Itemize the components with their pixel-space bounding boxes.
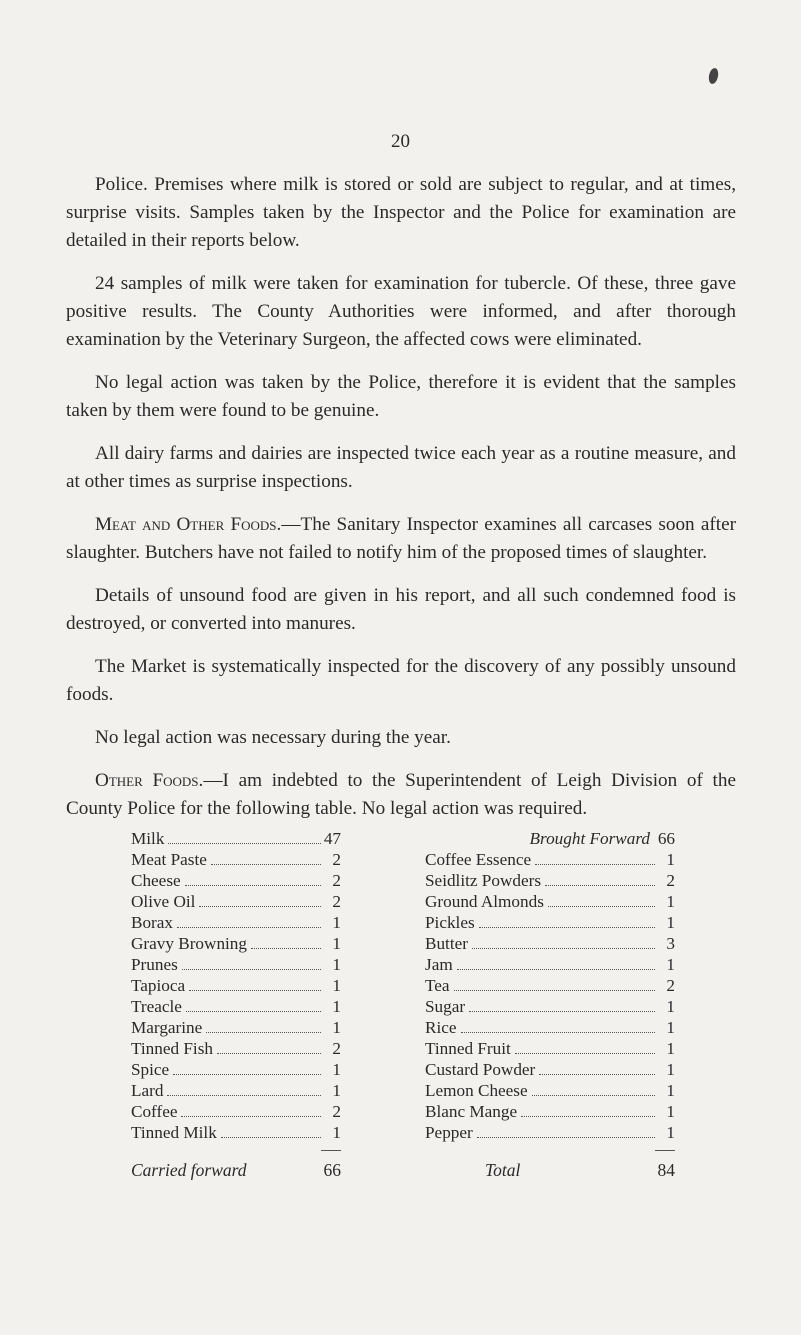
section-heading: Meat and Other Foods.: [95, 514, 282, 535]
leader-dots: [186, 1011, 321, 1012]
item-name: Sugar: [425, 997, 466, 1016]
item-count: 1: [666, 997, 675, 1016]
item-count: 1: [332, 1060, 341, 1079]
table-row: [131, 1038, 341, 1059]
item-count: 2: [332, 871, 341, 890]
item-count: 1: [332, 955, 341, 974]
item-count: 2: [666, 871, 675, 890]
item-name: Coffee: [131, 1102, 178, 1121]
item-count: 2: [332, 850, 341, 869]
item-count: 1: [666, 1060, 675, 1079]
leader-dots: [168, 843, 321, 844]
table-row: [131, 975, 341, 996]
leader-dots: [472, 948, 655, 949]
total-value: 66: [323, 1160, 341, 1180]
paragraph: The Market is systematically inspected for the discovery of any possibly unsound foods.: [66, 656, 736, 705]
leader-dots: [545, 885, 655, 886]
item-name: Tea: [425, 976, 450, 995]
leader-dots: [181, 1116, 321, 1117]
total-rule: [321, 1150, 341, 1151]
table-row: [131, 1101, 341, 1122]
item-name: Jam: [425, 955, 453, 974]
paragraph: Meat and Other Foods.—The Sanitary Inspector examines all carcases soon after slaughter. Butchers have not failed to notify him of the proposed times of slaughter.: [66, 514, 736, 563]
total-row: [131, 1160, 341, 1181]
leader-dots: [199, 906, 321, 907]
item-name: Treacle: [131, 997, 182, 1016]
brought-forward-value: 66: [657, 829, 675, 848]
item-count: 1: [332, 997, 341, 1016]
leader-dots: [532, 1095, 655, 1096]
table-row: [425, 1017, 675, 1038]
item-name: Pickles: [425, 913, 475, 932]
table-row: [131, 891, 341, 912]
table-row: [425, 1122, 675, 1143]
item-count: 2: [332, 1102, 341, 1121]
table-row: [425, 975, 675, 996]
item-count: 1: [666, 892, 675, 911]
item-count: 2: [332, 892, 341, 911]
item-count: 1: [332, 1018, 341, 1037]
leader-dots: [521, 1116, 655, 1117]
item-name: Pepper: [425, 1123, 473, 1142]
item-count: 1: [666, 1039, 675, 1058]
table-row: [131, 912, 341, 933]
table-row: [425, 1080, 675, 1101]
brought-forward-row: [425, 828, 675, 849]
paragraph: Details of unsound food are given in his report, and all such condemned food is destroyed, or converted into manures.: [66, 585, 736, 634]
item-name: Ground Almonds: [425, 892, 544, 911]
leader-dots: [469, 1011, 655, 1012]
item-count: 47: [323, 829, 341, 848]
leader-dots: [173, 1074, 321, 1075]
leader-dots: [454, 990, 655, 991]
item-count: 1: [666, 1081, 675, 1100]
item-name: Tapioca: [131, 976, 186, 995]
paragraph: Police. Premises where milk is stored or sold are subject to regular, and at times, surprise visits. Samples taken by the Inspector and the Police for examination are detailed in their reports below.: [66, 174, 736, 251]
leader-dots: [251, 948, 321, 949]
table-row: [131, 828, 341, 849]
table-row: [131, 870, 341, 891]
section-heading: Other Foods.: [95, 770, 204, 791]
item-name: Lard: [131, 1081, 164, 1100]
item-count: 2: [666, 976, 675, 995]
leader-dots: [457, 969, 655, 970]
table-row: [425, 891, 675, 912]
table-row: [425, 1038, 675, 1059]
item-count: 1: [666, 955, 675, 974]
item-name: Margarine: [131, 1018, 203, 1037]
leader-dots: [185, 885, 321, 886]
leader-dots: [189, 990, 321, 991]
item-name: Olive Oil: [131, 892, 196, 911]
paragraph: No legal action was taken by the Police, therefore it is evident that the samples taken by them were found to be genuine.: [66, 372, 736, 421]
item-name: Prunes: [131, 955, 178, 974]
item-count: 3: [666, 934, 675, 953]
paragraph: 24 samples of milk were taken for examination for tubercle. Of these, three gave positive results. The County Authorities were informed, and after thorough examination by the Veterinary Surgeon, the affected cows were eliminated.: [66, 273, 736, 350]
item-name: Borax: [131, 913, 174, 932]
item-count: 1: [332, 1123, 341, 1142]
table-row: [131, 1059, 341, 1080]
total-label: Total: [485, 1160, 521, 1180]
total-rule: [655, 1150, 675, 1151]
ink-mark: [707, 67, 719, 85]
item-name: Butter: [425, 934, 468, 953]
leader-dots: [535, 864, 655, 865]
item-name: Cheese: [131, 871, 181, 890]
item-count: 1: [332, 913, 341, 932]
item-count: 1: [666, 913, 675, 932]
item-count: 1: [332, 1081, 341, 1100]
leader-dots: [177, 927, 321, 928]
table-row: [425, 1059, 675, 1080]
leader-dots: [217, 1053, 321, 1054]
leader-dots: [461, 1032, 656, 1033]
item-name: Custard Powder: [425, 1060, 536, 1079]
item-name: Seidlitz Powders: [425, 871, 542, 890]
paragraph: Other Foods.—I am indebted to the Superintendent of Leigh Division of the County Police for the following table. No legal action was required.: [66, 770, 736, 819]
item-count: 1: [332, 976, 341, 995]
leader-dots: [539, 1074, 655, 1075]
body-text: [66, 171, 736, 838]
item-name: Tinned Milk: [131, 1123, 217, 1142]
total-value: 84: [657, 1160, 675, 1180]
table-row: [131, 933, 341, 954]
table-row: [131, 954, 341, 975]
leader-dots: [221, 1137, 321, 1138]
total-row: [425, 1160, 675, 1181]
leader-dots: [548, 906, 655, 907]
leader-dots: [182, 969, 321, 970]
brought-forward-label: Brought Forward: [529, 829, 650, 848]
leader-dots: [167, 1095, 321, 1096]
paragraph: All dairy farms and dairies are inspected twice each year as a routine measure, and at other times as surprise inspections.: [66, 443, 736, 492]
table-row: [131, 849, 341, 870]
table-row: [425, 870, 675, 891]
leader-dots: [515, 1053, 655, 1054]
total-label: Carried forward: [131, 1160, 247, 1180]
item-count: 2: [332, 1039, 341, 1058]
item-count: 1: [666, 850, 675, 869]
table-row: [131, 996, 341, 1017]
table-row: [425, 933, 675, 954]
leader-dots: [211, 864, 321, 865]
item-name: Milk: [131, 829, 165, 848]
table-row: [131, 1017, 341, 1038]
item-count: 1: [666, 1018, 675, 1037]
item-name: Blanc Mange: [425, 1102, 518, 1121]
item-name: Lemon Cheese: [425, 1081, 528, 1100]
item-name: Coffee Essence: [425, 850, 532, 869]
page-number: 20: [391, 131, 410, 152]
table-row: [425, 912, 675, 933]
table-row: [425, 1101, 675, 1122]
leader-dots: [477, 1137, 655, 1138]
left-column: [131, 828, 341, 1181]
item-count: 1: [666, 1123, 675, 1142]
item-count: 1: [666, 1102, 675, 1121]
item-name: Tinned Fish: [131, 1039, 213, 1058]
item-name: Rice: [425, 1018, 457, 1037]
leader-dots: [479, 927, 655, 928]
item-name: Tinned Fruit: [425, 1039, 511, 1058]
item-name: Gravy Browning: [131, 934, 247, 953]
item-name: Meat Paste: [131, 850, 207, 869]
table-row: [425, 954, 675, 975]
table-row: [131, 1080, 341, 1101]
right-column: [425, 828, 675, 1181]
item-name: Spice: [131, 1060, 170, 1079]
table-row: [425, 849, 675, 870]
item-count: 1: [332, 934, 341, 953]
leader-dots: [206, 1032, 321, 1033]
paragraph: No legal action was necessary during the year.: [95, 727, 451, 748]
table-row: [425, 996, 675, 1017]
table-row: [131, 1122, 341, 1143]
